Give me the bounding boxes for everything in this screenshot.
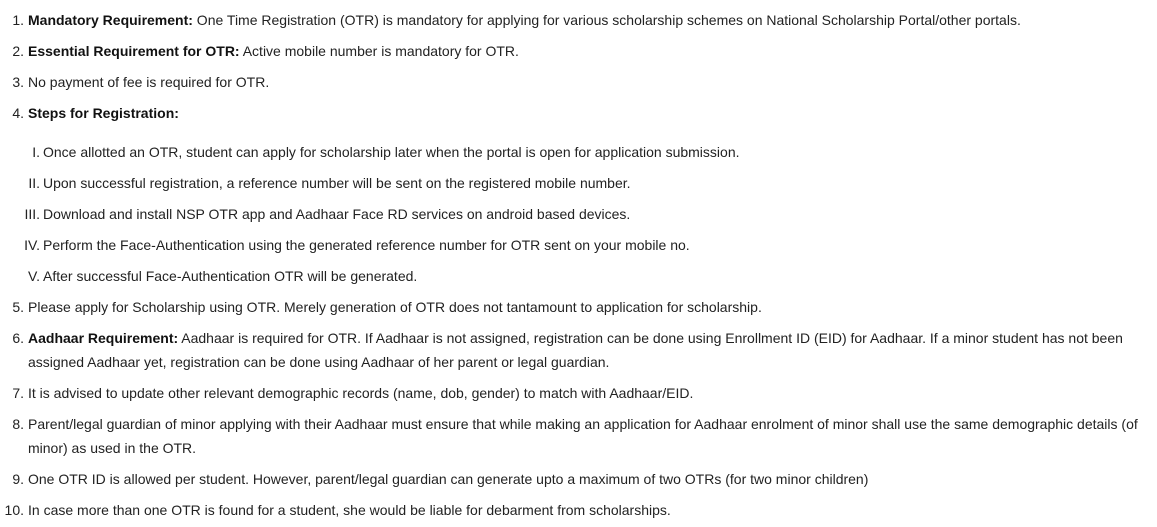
item-text: [28, 498, 1151, 522]
item-body: It is advised to update other relevant demographic records (name, dob, gender) to match with Aadhaar/EID.: [28, 385, 694, 401]
item-text: [28, 39, 1151, 63]
item-number: 3.: [12, 74, 24, 90]
item-heading: Steps for Registration:: [28, 105, 179, 121]
step-text: Download and install NSP OTR app and Aadhaar Face RD services on android based devices.: [43, 206, 631, 222]
item-number: 1.: [12, 12, 24, 28]
step-number: V.: [28, 268, 40, 284]
step-text: Upon successful registration, a reference number will be sent on the registered mobile number.: [43, 175, 631, 191]
item-number: 7.: [12, 385, 24, 401]
item-number: 5.: [12, 299, 24, 315]
item-body: In case more than one OTR is found for a student, she would be liable for debarment from scholarships.: [28, 502, 671, 518]
step-text: Once allotted an OTR, student can apply for scholarship later when the portal is open for application submission.: [43, 144, 740, 160]
item-body: No payment of fee is required for OTR.: [28, 74, 270, 90]
step-number: I.: [32, 144, 40, 160]
item-number: 9.: [12, 471, 24, 487]
item-number: 10.: [4, 502, 24, 518]
item-body: Please apply for Scholarship using OTR. Merely generation of OTR does not tantamount to application for scholarship.: [28, 299, 762, 315]
item-body: One OTR ID is allowed per student. However, parent/legal guardian can generate upto a maximum of two OTRs (for two minor children): [28, 471, 869, 487]
item-text: [28, 467, 1151, 491]
step-number: III.: [24, 206, 40, 222]
item-body: Aadhaar is required for OTR. If Aadhaar is not assigned, registration can be done using Enrollment ID (EID) for Aadhaar. If a minor student has not been assigned Aadhaar yet, registration can be done using Aadhaar of her parent or legal guardian.: [28, 330, 1123, 370]
item-heading: Mandatory Requirement:: [28, 12, 193, 28]
item-body: Parent/legal guardian of minor applying with their Aadhaar must ensure that while making an application for Aadhaar enrolment of minor shall use the same demographic details (of minor) as used in the OTR.: [28, 416, 1138, 456]
item-text: [28, 70, 1151, 94]
item-text: [28, 101, 1151, 125]
item-text: [28, 295, 1151, 319]
item-body: One Time Registration (OTR) is mandatory for applying for various scholarship schemes on National Scholarship Portal/other portals.: [192, 12, 1021, 28]
item-heading: Essential Requirement for OTR:: [28, 43, 240, 59]
item-heading: Aadhaar Requirement:: [28, 330, 179, 346]
item-number: 8.: [12, 416, 24, 432]
step-text: Perform the Face-Authentication using the generated reference number for OTR sent on your mobile no.: [43, 237, 690, 253]
step-number: II.: [28, 175, 40, 191]
item-body: Active mobile number is mandatory for OTR.: [239, 43, 519, 59]
step-text: After successful Face-Authentication OTR will be generated.: [43, 268, 418, 284]
item-number: 6.: [12, 330, 24, 346]
item-number: 4.: [12, 105, 24, 121]
item-text: [28, 412, 1151, 460]
step-number: IV.: [24, 237, 40, 253]
item-text: [28, 326, 1151, 374]
item-number: 2.: [12, 43, 24, 59]
item-text: [28, 8, 1151, 32]
item-text: [28, 381, 1151, 405]
